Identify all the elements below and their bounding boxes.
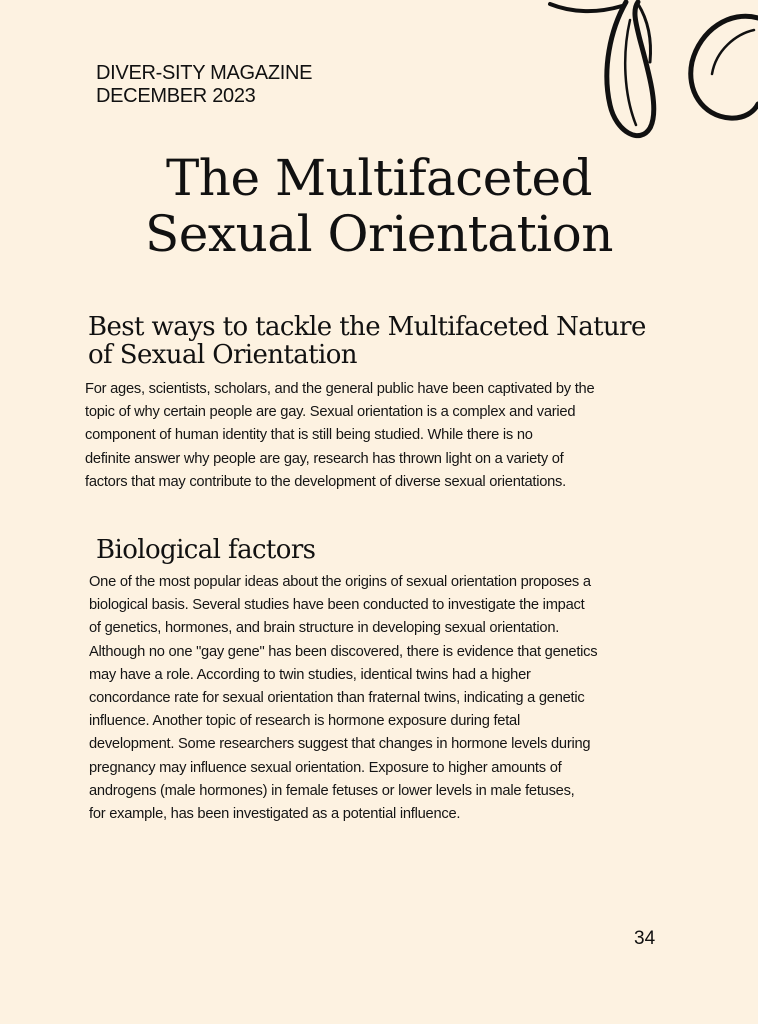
- body-line: factors that may contribute to the development of diverse sexual orientations.: [85, 473, 566, 490]
- page-number: 34: [634, 928, 656, 949]
- body-line: One of the most popular ideas about the origins of sexual orientation proposes a: [89, 574, 591, 590]
- body-line: component of human identity that is still being studied. While there is no: [85, 427, 533, 444]
- issue-date: DECEMBER 2023: [96, 85, 256, 107]
- section-heading-line: Best ways to tackle the Multifaceted Nature: [88, 312, 646, 342]
- body-line: concordance rate for sexual orientation than fraternal twins, indicating a genetic: [89, 690, 585, 707]
- body-line: androgens (male hormones) in female fetuses or lower levels in male fetuses,: [89, 782, 575, 799]
- body-line: topic of why certain people are gay. Sexual orientation is a complex and varied: [85, 404, 576, 421]
- body-line: For ages, scientists, scholars, and the general public have been captivated by the: [85, 381, 595, 397]
- body-line: influence. Another topic of research is hormone exposure during fetal: [89, 713, 520, 730]
- publication-name: DIVER-SITY MAGAZINE: [96, 62, 313, 84]
- article-title-line: The Multifaceted: [165, 149, 593, 207]
- body-line: Although no one "gay gene" has been discovered, there is evidence that genetics: [89, 643, 598, 660]
- body-line: may have a role. According to twin studies, identical twins had a higher: [89, 666, 531, 683]
- body-line: for example, has been investigated as a potential influence.: [89, 806, 461, 823]
- body-line: biological basis. Several studies have been conducted to investigate the impact: [89, 597, 585, 614]
- body-line: pregnancy may influence sexual orientation. Exposure to higher amounts of: [89, 759, 562, 776]
- article-title-line: Sexual Orientation: [145, 205, 613, 263]
- body-line: of genetics, hormones, and brain structure in developing sexual orientation.: [89, 620, 560, 637]
- section-heading-intro: [88, 313, 646, 369]
- section-body-biological: [89, 571, 597, 826]
- body-line: definite answer why people are gay, research has thrown light on a variety of: [85, 450, 564, 467]
- masthead: [96, 62, 312, 108]
- body-line: development. Some researchers suggest that changes in hormone levels during: [89, 736, 591, 753]
- section-heading-biological: [96, 536, 315, 564]
- article-title: [0, 150, 758, 262]
- decorative-scribble-icon: [540, 0, 758, 150]
- section-body-intro: [85, 378, 594, 494]
- section-heading-line: of Sexual Orientation: [88, 340, 357, 370]
- section-heading-line: Biological factors: [96, 535, 316, 565]
